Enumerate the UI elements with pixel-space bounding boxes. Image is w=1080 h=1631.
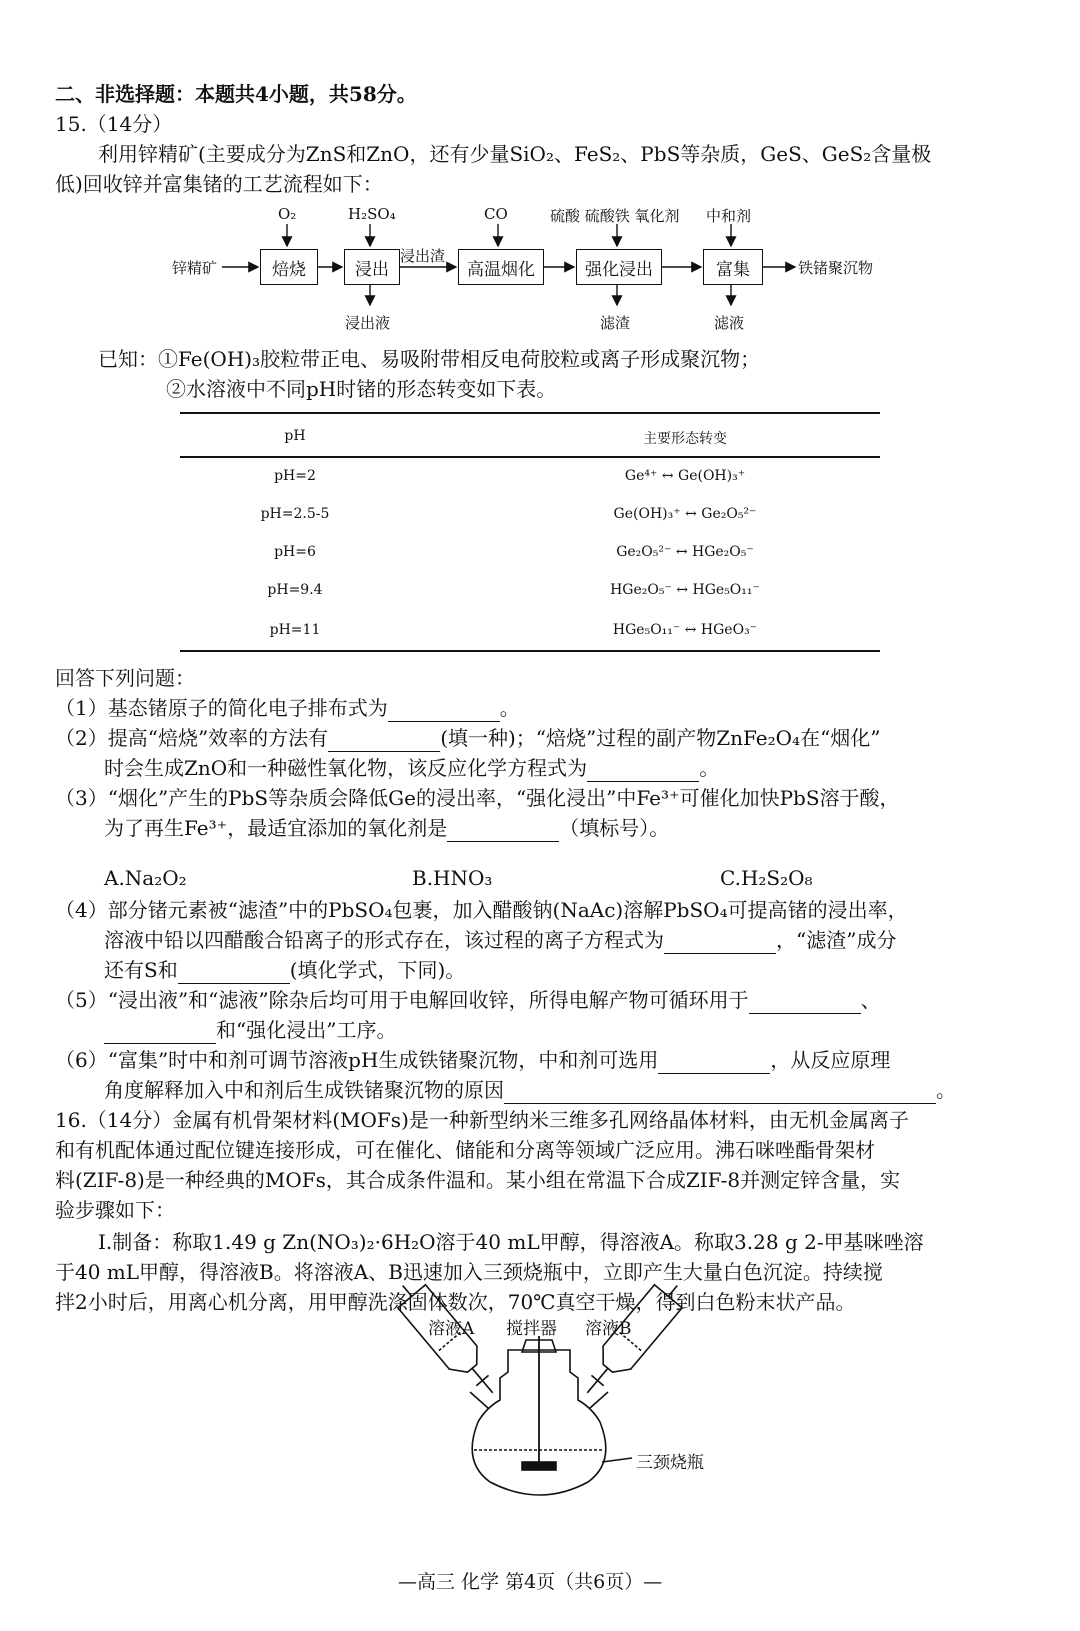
page-footer: —高三 化学 第4页（共6页）— <box>398 1571 663 1593</box>
table-header-species: 主要形态转变 <box>643 431 727 447</box>
table-cell-species: Ge(OH)₃⁺ ↔ Ge₂O₅²⁻ <box>613 506 757 522</box>
stirrer-blade <box>522 1462 556 1470</box>
answer-blank[interactable] <box>658 1053 770 1074</box>
flow-step-fuming: 高温烟化 <box>458 249 544 285</box>
flow-step-enhanced-leach: 强化浸出 <box>576 249 662 285</box>
flask-body <box>472 1350 606 1495</box>
q15-part3-line1: （3）“烟化”产生的PbS等杂质会降低Ge的浸出率，“强化浸出”中Fe³⁺可催化加快PbS溶于酸， <box>55 786 900 810</box>
flow-output-leachate: 浸出液 <box>345 314 391 332</box>
q15-intro-line1: 利用锌精矿(主要成分为ZnS和ZnO，还有少量SiO₂、FeS₂、PbS等杂质，GeS、GeS₂含量极 <box>98 142 932 166</box>
q15-part4-line1: （4）部分锗元素被“滤渣”中的PbSO₄包裹，加入醋酸钠(NaAc)溶解PbSO₄可提高锗的浸出率， <box>55 898 908 922</box>
answer-blank[interactable] <box>104 1023 216 1044</box>
table-cell-ph: pH=9.4 <box>267 582 323 598</box>
section-title: 二、非选择题：本题共4小题，共58分。 <box>55 82 417 106</box>
answer-blank[interactable] <box>504 1083 936 1104</box>
q15-part1: （1）基态锗原子的简化电子排布式为 。 <box>55 696 520 720</box>
q15-part6-line2: 角度解释加入中和剂后生成铁锗聚沉物的原因 。 <box>104 1078 956 1102</box>
q15-known-line2: ②水溶液中不同pH时锗的形态转变如下表。 <box>166 377 557 401</box>
q15-part3-option-b: B.HNO₃ <box>412 866 493 890</box>
q15-part3-option-c: C.H₂S₂O₈ <box>720 866 813 890</box>
flow-input-co: CO <box>484 205 508 223</box>
q16-line2: 和有机配体通过配位键连接形成，可在催化、储能和分离等领域广泛应用。沸石咪唑酯骨架材 <box>55 1138 875 1162</box>
answer-blank[interactable] <box>664 933 776 954</box>
q15-part2-line2: 时会生成ZnO和一种磁性氧化物，该反应化学方程式为 。 <box>104 756 720 780</box>
q15-known-line1: 已知：①Fe(OH)₃胶粒带正电、易吸附带相反电荷胶粒或离子形成聚沉物； <box>98 347 761 371</box>
flow-output-filtrate: 滤液 <box>714 314 745 332</box>
label-three-neck-flask: 三颈烧瓶 <box>636 1453 704 1473</box>
table-header-ph: pH <box>284 428 306 444</box>
flow-arrows <box>0 0 1080 340</box>
answer-blank[interactable] <box>388 701 500 722</box>
stirrer-seal <box>522 1340 556 1352</box>
q16-line1: 16.（14分）金属有机骨架材料(MOFs)是一种新型纳米三维多孔网络晶体材料，由无机金属离子 <box>55 1108 909 1132</box>
flow-input-o2: O₂ <box>278 205 297 223</box>
label-stirrer: 搅拌器 <box>506 1319 557 1339</box>
flow-between-residue: 浸出渣 <box>400 247 446 265</box>
table-top-rule <box>180 412 880 414</box>
flow-input-oxidants: 硫酸 硫酸铁 氧化剂 <box>550 207 680 225</box>
table-cell-ph: pH=2 <box>274 468 316 484</box>
flow-step-enrich: 富集 <box>703 249 763 285</box>
answer-blank[interactable] <box>328 731 440 752</box>
q15-part4-line3: 还有S和 (填化学式，下同)。 <box>104 958 466 982</box>
q16-step1-line1: Ⅰ.制备：称取1.49 g Zn(NO₃)₂·6H₂O溶于40 mL甲醇，得溶液A。称取3.28 g 2-甲基咪唑溶 <box>98 1230 924 1254</box>
flow-input-neutralizer: 中和剂 <box>706 207 752 225</box>
q15-part5-line2: 和“强化浸出”工序。 <box>104 1016 396 1044</box>
flow-start: 锌精矿 <box>172 259 218 277</box>
table-bottom-rule <box>180 650 880 652</box>
table-cell-species: HGe₂O₅⁻ ↔ HGe₅O₁₁⁻ <box>610 582 760 598</box>
q15-intro-line2: 低)回收锌并富集锗的工艺流程如下： <box>55 172 383 196</box>
label-solution-a: 溶液A <box>428 1319 475 1339</box>
left-neck <box>470 1392 488 1408</box>
q16-step1-line2: 于40 mL甲醇，得溶液B。将溶液A、B迅速加入三颈烧瓶中，立即产生大量白色沉淀。持续搅 <box>55 1260 883 1284</box>
answer-blank[interactable] <box>587 761 699 782</box>
q15-part4-line2: 溶液中铅以四醋酸合铅离子的形式存在，该过程的离子方程式为 ，“滤渣”成分 <box>104 928 897 952</box>
right-neck <box>590 1392 608 1408</box>
table-cell-species: Ge⁴⁺ ↔ Ge(OH)₃⁺ <box>624 468 746 484</box>
answer-blank[interactable] <box>178 963 290 984</box>
q16-line3: 料(ZIF-8)是一种经典的MOFs，其合成条件温和。某小组在常温下合成ZIF-8并测定锌含量，实 <box>55 1168 901 1192</box>
q15-part6-line1: （6）“富集”时中和剂可调节溶液pH生成铁锗聚沉物，中和剂可选用 ，从反应原理 <box>55 1048 891 1072</box>
table-header-rule <box>180 456 880 458</box>
q15-part3-line2: 为了再生Fe³⁺，最适宜添加的氧化剂是 （填标号）。 <box>104 816 670 840</box>
table-cell-ph: pH=11 <box>269 622 321 638</box>
q15-part3-option-a: A.Na₂O₂ <box>104 866 187 890</box>
q16-line4: 验步骤如下： <box>55 1198 175 1222</box>
q15-part2-line1: （2）提高“焙烧”效率的方法有 (填一种)；“焙烧”过程的副产物ZnFe₂O₄在“烟化” <box>55 726 881 750</box>
flow-step-roast: 焙烧 <box>260 249 318 285</box>
flask-label-leader <box>602 1458 632 1462</box>
flow-end: 铁锗聚沉物 <box>798 259 874 277</box>
q15-part5-line1: （5）“浸出液”和“滤液”除杂后均可用于电解回收锌，所得电解产物可循环用于 、 <box>55 988 881 1012</box>
table-cell-ph: pH=2.5-5 <box>260 506 330 522</box>
label-solution-b: 溶液B <box>585 1319 632 1339</box>
answer-blank[interactable] <box>749 993 861 1014</box>
table-cell-species: HGe₅O₁₁⁻ ↔ HGeO₃⁻ <box>612 622 758 638</box>
q15-answer-intro: 回答下列问题： <box>55 666 195 690</box>
flow-input-h2so4: H₂SO₄ <box>348 205 396 223</box>
table-cell-ph: pH=6 <box>274 544 316 560</box>
q15-heading: 15.（14分） <box>55 112 173 136</box>
table-cell-species: Ge₂O₅²⁻ ↔ HGe₂O₅⁻ <box>616 544 754 560</box>
flow-output-residue: 滤渣 <box>600 314 631 332</box>
q16-step1-line3: 拌2小时后，用离心机分离，用甲醇洗涤固体数次，70℃真空干燥，得到白色粉末状产品。 <box>55 1290 856 1314</box>
flow-step-leach: 浸出 <box>344 249 400 285</box>
answer-blank[interactable] <box>447 821 559 842</box>
